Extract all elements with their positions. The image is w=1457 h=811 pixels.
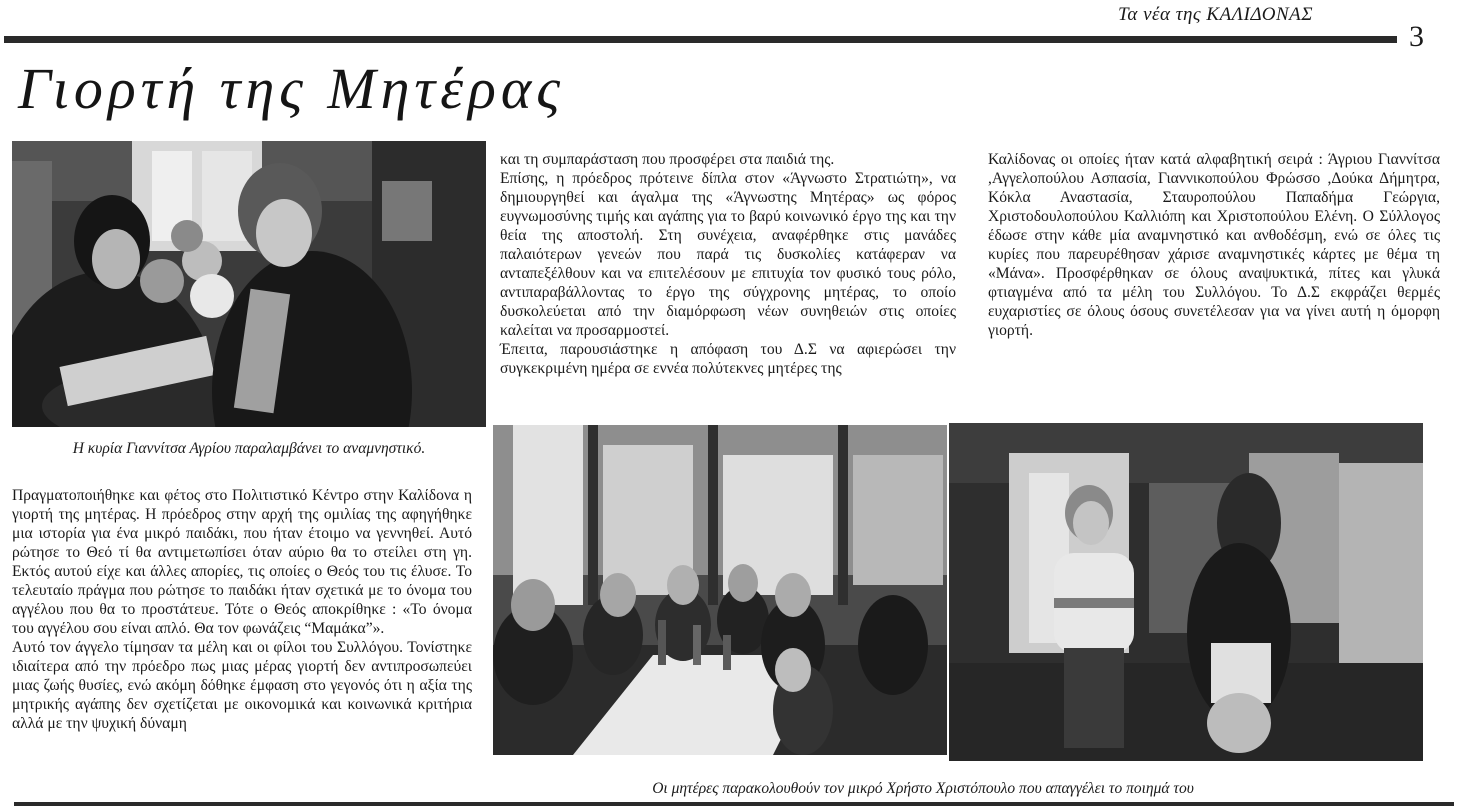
column2-paragraph-2: Επίσης, η πρόεδρος πρότεινε δίπλα στον «Άγνωστο Στρατιώτη», να δημιουργηθεί και άγαλμα της «Άγνωστης Μητέρας» ως φόρος ευγνωμοσύνης τιμής και αγάπης για το βαρύ κοινωνικό έργο της και την θεία της αποστολή. Στη συνέχεια, αναφέρθηκε στις μανάδες παλαιότερων γενεών που παρά τις δυσκολίες κατάφεραν να ανταπεξέλθουν και να επιτελέσουν με επιτυχία τον φυσικό τους ρόλο, αντιπαραβάλλοντας το έργο της σύγχρονης μητέρας, το οποίο δυσκολεύεται από την διαμόρφωση νέων συνηθειών στις οποίες καλείται να προσαρμοστεί. bbox=[500, 170, 956, 339]
article-headline: Γιορτή της Μητέρας bbox=[18, 56, 565, 121]
column1-paragraph-2: Αυτό τον άγγελο τίμησαν τα μέλη και οι φίλοι του Συλλόγου. Τονίστηκε ιδιαίτερα από την πρόεδρο πως μιας μέρας γιορτή δεν αντιπροσωπεύει μιας ζωής θυσίες, ενώ ακόμη δόθηκε έμφαση στο γεγονός ότι η αξία της μητρικής αγάπης δεν σχετίζεται με οικονομικά και κοινωνικά κριτήρια αλλά με την ψυχική δύναμη bbox=[12, 639, 472, 732]
column1-paragraph-1: Πραγματοποιήθηκε και φέτος στο Πολιτιστικό Κέντρο στην Καλίδονα η γιορτή της μητέρας. Η πρόεδρος στην αρχή της ομιλίας της αφηγήθηκε μια ιστορία για ένα μικρό παιδάκι, που ήταν έτοιμο να γεννηθεί. Αυτό ρώτησε το Θεό τί θα αντιμετωπίσει όταν αύριο θα το στείλει στη γη. Εκτός αυτού είχε και άλλες απορίες, τις οποίες ο Θεός του τις έλυσε. Το τελευταίο πράγμα που ρώτησε το παιδάκι ήταν σχετικά με το όνομα του αγγέλου που θα το προστάτευε. Τότε ο Θεός αποκρίθηκε : «Το όνομα του αγγέλου σου είναι απλό. Θα τον φωνάζεις “Μαμάκα”». bbox=[12, 487, 472, 637]
article-column-3 bbox=[988, 150, 1440, 340]
audience-photo-caption: Οι μητέρες παρακολουθούν τον μικρό Χρήστο Χριστόπουλο που απαγγέλει το ποιημά του bbox=[652, 780, 1194, 797]
header-rule bbox=[4, 36, 1397, 43]
column2-paragraph-1: και τη συμπαράσταση που προσφέρει στα παιδιά της. bbox=[500, 151, 835, 168]
page-number: 3 bbox=[1409, 20, 1424, 53]
footer-rule bbox=[14, 802, 1454, 806]
audience-photo bbox=[493, 425, 947, 755]
award-photo-caption: Η κυρία Γιαννίτσα Αγρίου παραλαμβάνει το αναμνηστικό. bbox=[72, 440, 426, 457]
column3-paragraph-1: Καλίδονας οι οποίες ήταν κατά αλφαβητική σειρά : Άγριου Γιαννίτσα ,Αγγελοπούλου Ασπασία, Γιαννικοπούλου Φρώσσο ,Δούκα Δήμητρα, Κόκλα Αναστασία, Σταυροπούλου Παπαδήμα Γεώργια, Χριστοδουλοπούλου Καλλιόπη και Χριστοπούλου Ελένη. Ο Σύλλογος έδωσε στην κάθε μία αναμνηστικό και ανθοδέσμη, ενώ σε όλες τις κυρίες που παρευρέθησαν χάρισε αναμνηστικές κάρτες με θέμα τη «Μάνα». Προσφέρθηκαν σε όλους αναψυκτικά, πίτες και γλυκά φτιαγμένα από τα μέλη του Συλλόγου. Το Δ.Σ εκφράζει θερμές ευχαριστίες σε όλους όσους συνετέλεσαν για να γίνει αυτή η όμορφη γιορτή. bbox=[988, 151, 1440, 339]
recital-photo bbox=[949, 423, 1423, 761]
column2-paragraph-3: Έπειτα, παρουσιάστηκε η απόφαση του Δ.Σ να αφιερώσει την συγκεκριμένη ημέρα σε εννέα πολύτεκνες μητέρες της bbox=[500, 341, 956, 377]
article-column-1 bbox=[12, 486, 472, 733]
newsletter-title: Τα νέα της ΚΑΛΙΔΟΝΑΣ bbox=[1118, 4, 1314, 25]
award-photo bbox=[12, 141, 486, 427]
article-column-2 bbox=[500, 150, 956, 378]
